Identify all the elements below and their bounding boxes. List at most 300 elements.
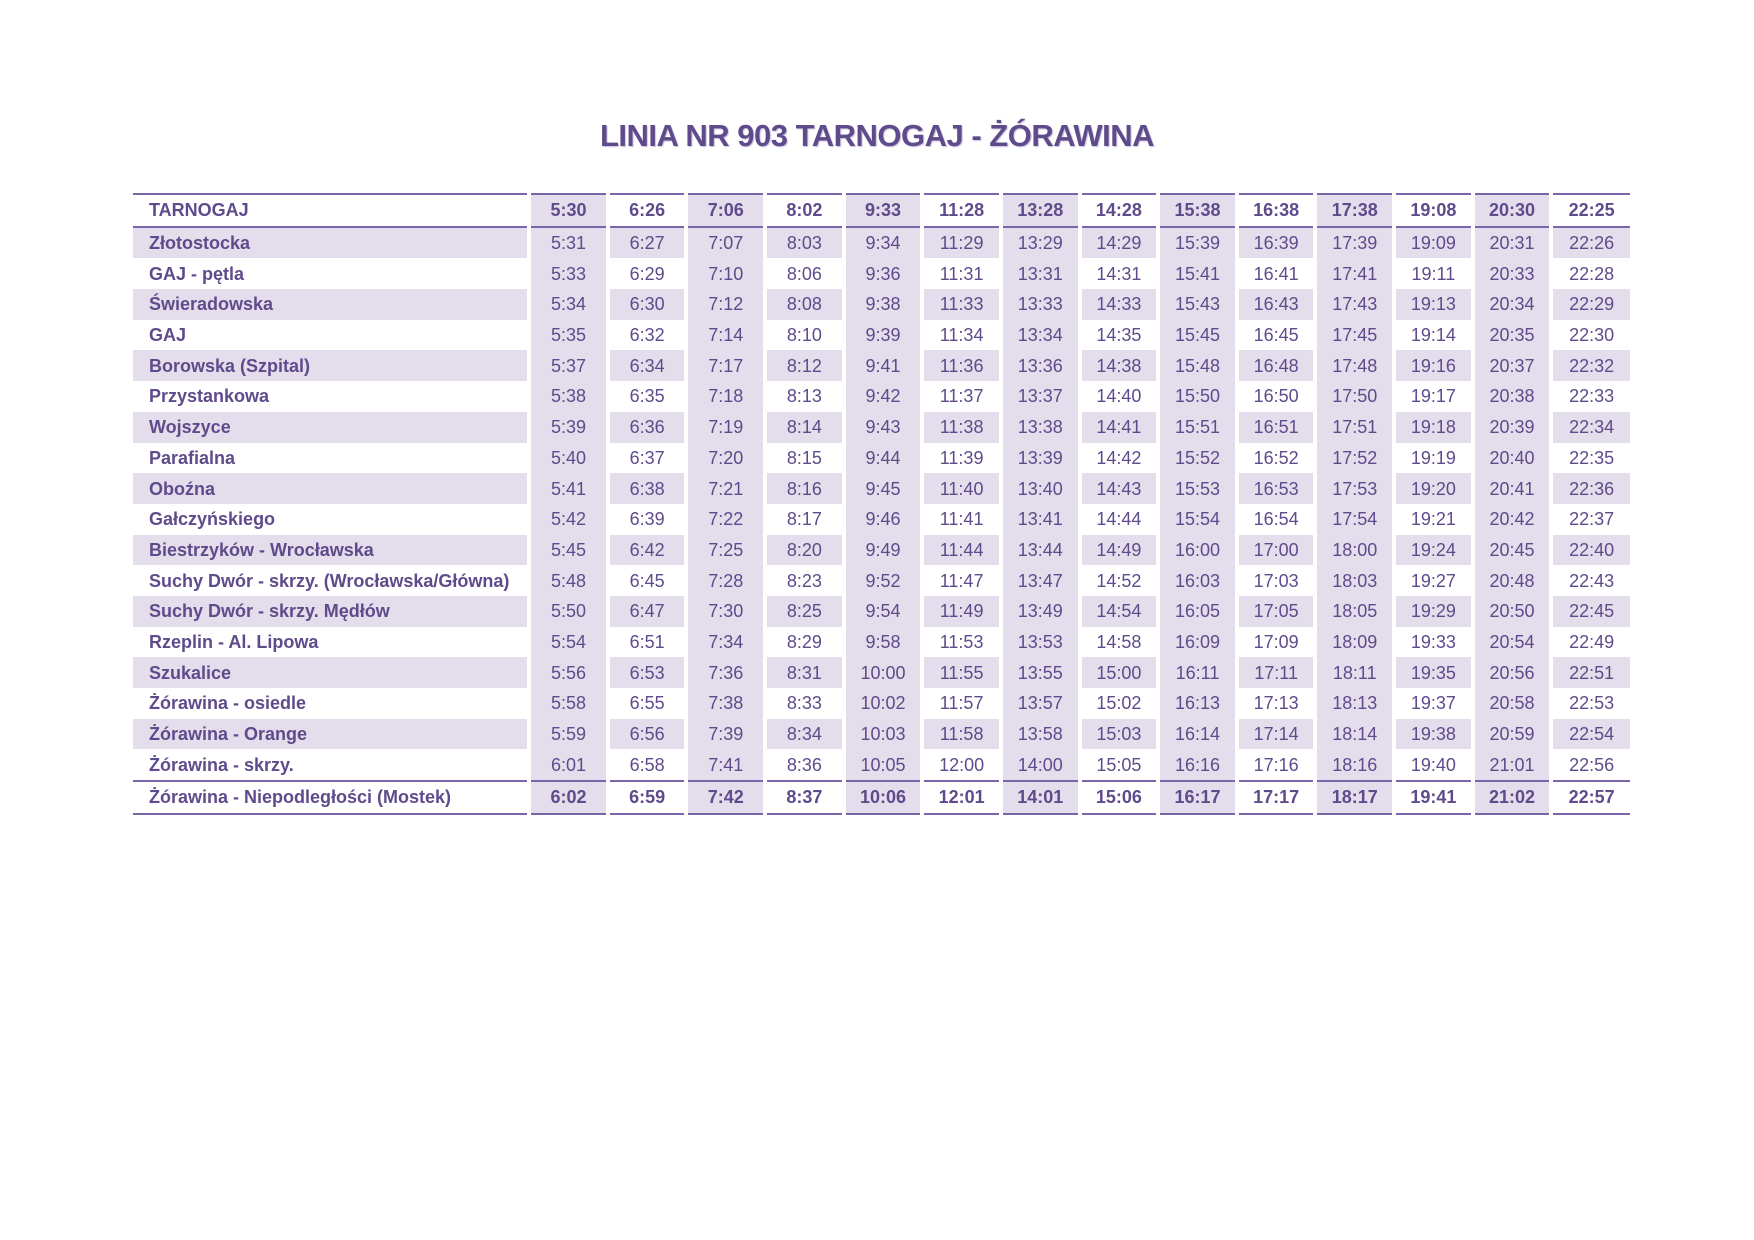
departure-time: 19:20 bbox=[1394, 473, 1473, 504]
departure-time: 16:54 bbox=[1237, 504, 1316, 535]
departure-time: 17:53 bbox=[1315, 473, 1394, 504]
departure-time: 13:37 bbox=[1001, 381, 1080, 412]
departure-time: 16:52 bbox=[1237, 443, 1316, 474]
departure-time: 16:14 bbox=[1158, 719, 1237, 750]
departure-time: 14:41 bbox=[1080, 412, 1159, 443]
departure-time: 20:42 bbox=[1473, 504, 1552, 535]
departure-time: 17:54 bbox=[1315, 504, 1394, 535]
departure-time: 16:00 bbox=[1158, 535, 1237, 566]
departure-time: 14:28 bbox=[1080, 194, 1159, 227]
departure-time: 20:40 bbox=[1473, 443, 1552, 474]
departure-time: 6:53 bbox=[608, 657, 687, 688]
departure-time: 6:26 bbox=[608, 194, 687, 227]
timetable-row bbox=[133, 657, 1630, 688]
departure-time: 6:30 bbox=[608, 289, 687, 320]
departure-time: 8:34 bbox=[765, 719, 844, 750]
stop-name: GAJ bbox=[133, 320, 529, 351]
departure-time: 17:51 bbox=[1315, 412, 1394, 443]
departure-time: 7:21 bbox=[686, 473, 765, 504]
departure-time: 18:05 bbox=[1315, 596, 1394, 627]
departure-time: 12:00 bbox=[922, 749, 1001, 781]
departure-time: 6:29 bbox=[608, 258, 687, 289]
departure-time: 22:45 bbox=[1551, 596, 1630, 627]
departure-time: 7:19 bbox=[686, 412, 765, 443]
departure-time: 6:42 bbox=[608, 535, 687, 566]
departure-time: 19:16 bbox=[1394, 350, 1473, 381]
departure-time: 5:54 bbox=[529, 627, 608, 658]
departure-time: 16:03 bbox=[1158, 565, 1237, 596]
departure-time: 11:49 bbox=[922, 596, 1001, 627]
departure-time: 14:58 bbox=[1080, 627, 1159, 658]
departure-time: 7:06 bbox=[686, 194, 765, 227]
departure-time: 5:50 bbox=[529, 596, 608, 627]
departure-time: 17:11 bbox=[1237, 657, 1316, 688]
departure-time: 7:17 bbox=[686, 350, 765, 381]
departure-time: 15:53 bbox=[1158, 473, 1237, 504]
departure-time: 8:17 bbox=[765, 504, 844, 535]
departure-time: 9:38 bbox=[844, 289, 923, 320]
departure-time: 19:14 bbox=[1394, 320, 1473, 351]
departure-time: 17:03 bbox=[1237, 565, 1316, 596]
departure-time: 5:48 bbox=[529, 565, 608, 596]
departure-time: 17:05 bbox=[1237, 596, 1316, 627]
departure-time: 20:39 bbox=[1473, 412, 1552, 443]
timetable bbox=[133, 193, 1630, 815]
departure-time: 13:55 bbox=[1001, 657, 1080, 688]
departure-time: 9:43 bbox=[844, 412, 923, 443]
departure-time: 17:16 bbox=[1237, 749, 1316, 781]
departure-time: 20:56 bbox=[1473, 657, 1552, 688]
departure-time: 20:58 bbox=[1473, 688, 1552, 719]
departure-time: 5:33 bbox=[529, 258, 608, 289]
departure-time: 8:08 bbox=[765, 289, 844, 320]
departure-time: 11:29 bbox=[922, 227, 1001, 259]
departure-time: 20:30 bbox=[1473, 194, 1552, 227]
departure-time: 19:09 bbox=[1394, 227, 1473, 259]
departure-time: 6:27 bbox=[608, 227, 687, 259]
departure-time: 14:49 bbox=[1080, 535, 1159, 566]
departure-time: 8:16 bbox=[765, 473, 844, 504]
departure-time: 22:26 bbox=[1551, 227, 1630, 259]
stop-name: Złotostocka bbox=[133, 227, 529, 259]
departure-time: 11:38 bbox=[922, 412, 1001, 443]
departure-time: 9:46 bbox=[844, 504, 923, 535]
departure-time: 19:41 bbox=[1394, 781, 1473, 814]
departure-time: 14:38 bbox=[1080, 350, 1159, 381]
departure-time: 7:18 bbox=[686, 381, 765, 412]
departure-time: 18:13 bbox=[1315, 688, 1394, 719]
departure-time: 14:52 bbox=[1080, 565, 1159, 596]
departure-time: 16:41 bbox=[1237, 258, 1316, 289]
departure-time: 21:01 bbox=[1473, 749, 1552, 781]
departure-time: 14:40 bbox=[1080, 381, 1159, 412]
departure-time: 20:41 bbox=[1473, 473, 1552, 504]
departure-time: 13:31 bbox=[1001, 258, 1080, 289]
departure-time: 18:00 bbox=[1315, 535, 1394, 566]
departure-time: 6:58 bbox=[608, 749, 687, 781]
timetable-row bbox=[133, 412, 1630, 443]
departure-time: 9:49 bbox=[844, 535, 923, 566]
departure-time: 22:40 bbox=[1551, 535, 1630, 566]
departure-time: 22:54 bbox=[1551, 719, 1630, 750]
timetable-row bbox=[133, 535, 1630, 566]
departure-time: 13:49 bbox=[1001, 596, 1080, 627]
stop-name: Świeradowska bbox=[133, 289, 529, 320]
departure-time: 5:37 bbox=[529, 350, 608, 381]
departure-time: 20:31 bbox=[1473, 227, 1552, 259]
departure-time: 9:39 bbox=[844, 320, 923, 351]
departure-time: 9:58 bbox=[844, 627, 923, 658]
stop-name: Żórawina - Orange bbox=[133, 719, 529, 750]
departure-time: 8:06 bbox=[765, 258, 844, 289]
departure-time: 16:11 bbox=[1158, 657, 1237, 688]
departure-time: 15:06 bbox=[1080, 781, 1159, 814]
departure-time: 15:43 bbox=[1158, 289, 1237, 320]
departure-time: 15:00 bbox=[1080, 657, 1159, 688]
departure-time: 9:42 bbox=[844, 381, 923, 412]
departure-time: 22:34 bbox=[1551, 412, 1630, 443]
departure-time: 17:13 bbox=[1237, 688, 1316, 719]
departure-time: 14:00 bbox=[1001, 749, 1080, 781]
departure-time: 6:37 bbox=[608, 443, 687, 474]
departure-time: 8:13 bbox=[765, 381, 844, 412]
departure-time: 9:52 bbox=[844, 565, 923, 596]
departure-time: 11:40 bbox=[922, 473, 1001, 504]
departure-time: 6:55 bbox=[608, 688, 687, 719]
timetable-body bbox=[133, 194, 1630, 814]
departure-time: 19:24 bbox=[1394, 535, 1473, 566]
departure-time: 18:11 bbox=[1315, 657, 1394, 688]
departure-time: 17:43 bbox=[1315, 289, 1394, 320]
departure-time: 8:14 bbox=[765, 412, 844, 443]
departure-time: 8:02 bbox=[765, 194, 844, 227]
stop-name: Żórawina - Niepodległości (Mostek) bbox=[133, 781, 529, 814]
departure-time: 22:49 bbox=[1551, 627, 1630, 658]
stop-name: Biestrzyków - Wrocławska bbox=[133, 535, 529, 566]
timetable-row bbox=[133, 289, 1630, 320]
departure-time: 11:31 bbox=[922, 258, 1001, 289]
departure-time: 10:06 bbox=[844, 781, 923, 814]
departure-time: 5:59 bbox=[529, 719, 608, 750]
departure-time: 6:56 bbox=[608, 719, 687, 750]
departure-time: 22:43 bbox=[1551, 565, 1630, 596]
departure-time: 13:29 bbox=[1001, 227, 1080, 259]
departure-time: 15:50 bbox=[1158, 381, 1237, 412]
departure-time: 22:29 bbox=[1551, 289, 1630, 320]
departure-time: 22:36 bbox=[1551, 473, 1630, 504]
departure-time: 11:44 bbox=[922, 535, 1001, 566]
departure-time: 7:36 bbox=[686, 657, 765, 688]
departure-time: 18:09 bbox=[1315, 627, 1394, 658]
timetable-row bbox=[133, 688, 1630, 719]
departure-time: 11:47 bbox=[922, 565, 1001, 596]
departure-time: 13:28 bbox=[1001, 194, 1080, 227]
timetable-row bbox=[133, 565, 1630, 596]
departure-time: 7:12 bbox=[686, 289, 765, 320]
departure-time: 20:59 bbox=[1473, 719, 1552, 750]
departure-time: 15:54 bbox=[1158, 504, 1237, 535]
departure-time: 15:02 bbox=[1080, 688, 1159, 719]
stop-name: Żórawina - osiedle bbox=[133, 688, 529, 719]
departure-time: 22:57 bbox=[1551, 781, 1630, 814]
departure-time: 11:41 bbox=[922, 504, 1001, 535]
departure-time: 20:48 bbox=[1473, 565, 1552, 596]
departure-time: 19:08 bbox=[1394, 194, 1473, 227]
departure-time: 5:42 bbox=[529, 504, 608, 535]
departure-time: 5:56 bbox=[529, 657, 608, 688]
departure-time: 7:20 bbox=[686, 443, 765, 474]
departure-time: 15:48 bbox=[1158, 350, 1237, 381]
departure-time: 9:54 bbox=[844, 596, 923, 627]
timetable-row bbox=[133, 381, 1630, 412]
departure-time: 8:10 bbox=[765, 320, 844, 351]
departure-time: 14:43 bbox=[1080, 473, 1159, 504]
departure-time: 9:45 bbox=[844, 473, 923, 504]
timetable-row bbox=[133, 258, 1630, 289]
departure-time: 8:25 bbox=[765, 596, 844, 627]
departure-time: 14:31 bbox=[1080, 258, 1159, 289]
timetable-header-row bbox=[133, 194, 1630, 227]
departure-time: 11:34 bbox=[922, 320, 1001, 351]
timetable-row bbox=[133, 227, 1630, 259]
stop-name: Parafialna bbox=[133, 443, 529, 474]
departure-time: 10:03 bbox=[844, 719, 923, 750]
departure-time: 9:36 bbox=[844, 258, 923, 289]
departure-time: 5:31 bbox=[529, 227, 608, 259]
departure-time: 7:39 bbox=[686, 719, 765, 750]
departure-time: 15:41 bbox=[1158, 258, 1237, 289]
departure-time: 22:53 bbox=[1551, 688, 1630, 719]
departure-time: 6:01 bbox=[529, 749, 608, 781]
departure-time: 17:17 bbox=[1237, 781, 1316, 814]
departure-time: 17:39 bbox=[1315, 227, 1394, 259]
departure-time: 6:38 bbox=[608, 473, 687, 504]
departure-time: 13:58 bbox=[1001, 719, 1080, 750]
departure-time: 8:03 bbox=[765, 227, 844, 259]
departure-time: 7:28 bbox=[686, 565, 765, 596]
page-title: LINIA NR 903 TARNOGAJ - ŻÓRAWINA bbox=[599, 118, 1155, 153]
departure-time: 6:51 bbox=[608, 627, 687, 658]
stop-name: Rzeplin - Al. Lipowa bbox=[133, 627, 529, 658]
stop-name: Borowska (Szpital) bbox=[133, 350, 529, 381]
departure-time: 15:52 bbox=[1158, 443, 1237, 474]
stop-name: Żórawina - skrzy. bbox=[133, 749, 529, 781]
departure-time: 6:34 bbox=[608, 350, 687, 381]
departure-time: 19:29 bbox=[1394, 596, 1473, 627]
departure-time: 11:57 bbox=[922, 688, 1001, 719]
departure-time: 6:47 bbox=[608, 596, 687, 627]
departure-time: 17:48 bbox=[1315, 350, 1394, 381]
departure-time: 16:53 bbox=[1237, 473, 1316, 504]
departure-time: 13:36 bbox=[1001, 350, 1080, 381]
departure-time: 7:42 bbox=[686, 781, 765, 814]
departure-time: 22:35 bbox=[1551, 443, 1630, 474]
departure-time: 19:13 bbox=[1394, 289, 1473, 320]
timetable-row bbox=[133, 596, 1630, 627]
departure-time: 9:34 bbox=[844, 227, 923, 259]
departure-time: 11:28 bbox=[922, 194, 1001, 227]
stop-name: Oboźna bbox=[133, 473, 529, 504]
departure-time: 17:50 bbox=[1315, 381, 1394, 412]
departure-time: 17:14 bbox=[1237, 719, 1316, 750]
departure-time: 11:55 bbox=[922, 657, 1001, 688]
departure-time: 19:18 bbox=[1394, 412, 1473, 443]
departure-time: 6:39 bbox=[608, 504, 687, 535]
departure-time: 17:38 bbox=[1315, 194, 1394, 227]
departure-time: 10:05 bbox=[844, 749, 923, 781]
departure-time: 11:36 bbox=[922, 350, 1001, 381]
departure-time: 19:19 bbox=[1394, 443, 1473, 474]
departure-time: 20:34 bbox=[1473, 289, 1552, 320]
departure-time: 8:33 bbox=[765, 688, 844, 719]
timetable-final-row bbox=[133, 781, 1630, 814]
departure-time: 8:31 bbox=[765, 657, 844, 688]
departure-time: 11:58 bbox=[922, 719, 1001, 750]
departure-time: 14:29 bbox=[1080, 227, 1159, 259]
departure-time: 11:37 bbox=[922, 381, 1001, 412]
departure-time: 16:09 bbox=[1158, 627, 1237, 658]
timetable-row bbox=[133, 719, 1630, 750]
departure-time: 7:30 bbox=[686, 596, 765, 627]
departure-time: 7:22 bbox=[686, 504, 765, 535]
departure-time: 5:34 bbox=[529, 289, 608, 320]
departure-time: 16:45 bbox=[1237, 320, 1316, 351]
departure-time: 16:39 bbox=[1237, 227, 1316, 259]
departure-time: 22:25 bbox=[1551, 194, 1630, 227]
departure-time: 8:36 bbox=[765, 749, 844, 781]
departure-time: 15:45 bbox=[1158, 320, 1237, 351]
departure-time: 14:35 bbox=[1080, 320, 1159, 351]
departure-time: 7:14 bbox=[686, 320, 765, 351]
departure-time: 22:28 bbox=[1551, 258, 1630, 289]
departure-time: 16:51 bbox=[1237, 412, 1316, 443]
departure-time: 11:53 bbox=[922, 627, 1001, 658]
departure-time: 6:36 bbox=[608, 412, 687, 443]
departure-time: 11:39 bbox=[922, 443, 1001, 474]
timetable-row bbox=[133, 443, 1630, 474]
stop-name: Gałczyńskiego bbox=[133, 504, 529, 535]
departure-time: 16:48 bbox=[1237, 350, 1316, 381]
departure-time: 11:33 bbox=[922, 289, 1001, 320]
departure-time: 16:43 bbox=[1237, 289, 1316, 320]
departure-time: 17:41 bbox=[1315, 258, 1394, 289]
departure-time: 18:14 bbox=[1315, 719, 1394, 750]
departure-time: 16:50 bbox=[1237, 381, 1316, 412]
departure-time: 22:30 bbox=[1551, 320, 1630, 351]
departure-time: 14:33 bbox=[1080, 289, 1159, 320]
stop-name: GAJ - pętla bbox=[133, 258, 529, 289]
departure-time: 13:40 bbox=[1001, 473, 1080, 504]
departure-time: 13:39 bbox=[1001, 443, 1080, 474]
departure-time: 10:02 bbox=[844, 688, 923, 719]
departure-time: 19:38 bbox=[1394, 719, 1473, 750]
departure-time: 22:33 bbox=[1551, 381, 1630, 412]
departure-time: 6:45 bbox=[608, 565, 687, 596]
departure-time: 13:38 bbox=[1001, 412, 1080, 443]
departure-time: 19:33 bbox=[1394, 627, 1473, 658]
departure-time: 13:47 bbox=[1001, 565, 1080, 596]
departure-time: 7:38 bbox=[686, 688, 765, 719]
departure-time: 6:35 bbox=[608, 381, 687, 412]
departure-time: 17:09 bbox=[1237, 627, 1316, 658]
departure-time: 17:45 bbox=[1315, 320, 1394, 351]
departure-time: 19:37 bbox=[1394, 688, 1473, 719]
departure-time: 20:45 bbox=[1473, 535, 1552, 566]
departure-time: 9:41 bbox=[844, 350, 923, 381]
departure-time: 22:51 bbox=[1551, 657, 1630, 688]
departure-time: 5:39 bbox=[529, 412, 608, 443]
departure-time: 5:41 bbox=[529, 473, 608, 504]
departure-time: 15:03 bbox=[1080, 719, 1159, 750]
departure-time: 16:16 bbox=[1158, 749, 1237, 781]
departure-time: 19:17 bbox=[1394, 381, 1473, 412]
departure-time: 12:01 bbox=[922, 781, 1001, 814]
departure-time: 22:32 bbox=[1551, 350, 1630, 381]
departure-time: 5:45 bbox=[529, 535, 608, 566]
departure-time: 5:30 bbox=[529, 194, 608, 227]
departure-time: 20:50 bbox=[1473, 596, 1552, 627]
departure-time: 13:33 bbox=[1001, 289, 1080, 320]
stop-name: Wojszyce bbox=[133, 412, 529, 443]
departure-time: 21:02 bbox=[1473, 781, 1552, 814]
departure-time: 18:03 bbox=[1315, 565, 1394, 596]
stop-name: TARNOGAJ bbox=[133, 194, 529, 227]
departure-time: 7:34 bbox=[686, 627, 765, 658]
departure-time: 6:02 bbox=[529, 781, 608, 814]
stop-name: Przystankowa bbox=[133, 381, 529, 412]
departure-time: 16:05 bbox=[1158, 596, 1237, 627]
departure-time: 20:38 bbox=[1473, 381, 1552, 412]
departure-time: 10:00 bbox=[844, 657, 923, 688]
departure-time: 18:17 bbox=[1315, 781, 1394, 814]
departure-time: 22:37 bbox=[1551, 504, 1630, 535]
departure-time: 20:37 bbox=[1473, 350, 1552, 381]
timetable-row bbox=[133, 627, 1630, 658]
departure-time: 20:35 bbox=[1473, 320, 1552, 351]
timetable-row bbox=[133, 350, 1630, 381]
timetable-row bbox=[133, 749, 1630, 781]
departure-time: 17:00 bbox=[1237, 535, 1316, 566]
departure-time: 6:59 bbox=[608, 781, 687, 814]
departure-time: 8:29 bbox=[765, 627, 844, 658]
departure-time: 8:37 bbox=[765, 781, 844, 814]
departure-time: 14:01 bbox=[1001, 781, 1080, 814]
departure-time: 17:52 bbox=[1315, 443, 1394, 474]
timetable-row bbox=[133, 473, 1630, 504]
departure-time: 7:25 bbox=[686, 535, 765, 566]
departure-time: 9:33 bbox=[844, 194, 923, 227]
departure-time: 8:15 bbox=[765, 443, 844, 474]
departure-time: 5:35 bbox=[529, 320, 608, 351]
stop-name: Suchy Dwór - skrzy. Mędłów bbox=[133, 596, 529, 627]
departure-time: 9:44 bbox=[844, 443, 923, 474]
departure-time: 19:35 bbox=[1394, 657, 1473, 688]
departure-time: 13:53 bbox=[1001, 627, 1080, 658]
timetable-row bbox=[133, 320, 1630, 351]
departure-time: 8:12 bbox=[765, 350, 844, 381]
departure-time: 19:21 bbox=[1394, 504, 1473, 535]
stop-name: Szukalice bbox=[133, 657, 529, 688]
departure-time: 14:54 bbox=[1080, 596, 1159, 627]
departure-time: 15:39 bbox=[1158, 227, 1237, 259]
departure-time: 8:23 bbox=[765, 565, 844, 596]
departure-time: 14:44 bbox=[1080, 504, 1159, 535]
departure-time: 20:33 bbox=[1473, 258, 1552, 289]
departure-time: 15:51 bbox=[1158, 412, 1237, 443]
departure-time: 13:57 bbox=[1001, 688, 1080, 719]
timetable-row bbox=[133, 504, 1630, 535]
departure-time: 7:10 bbox=[686, 258, 765, 289]
